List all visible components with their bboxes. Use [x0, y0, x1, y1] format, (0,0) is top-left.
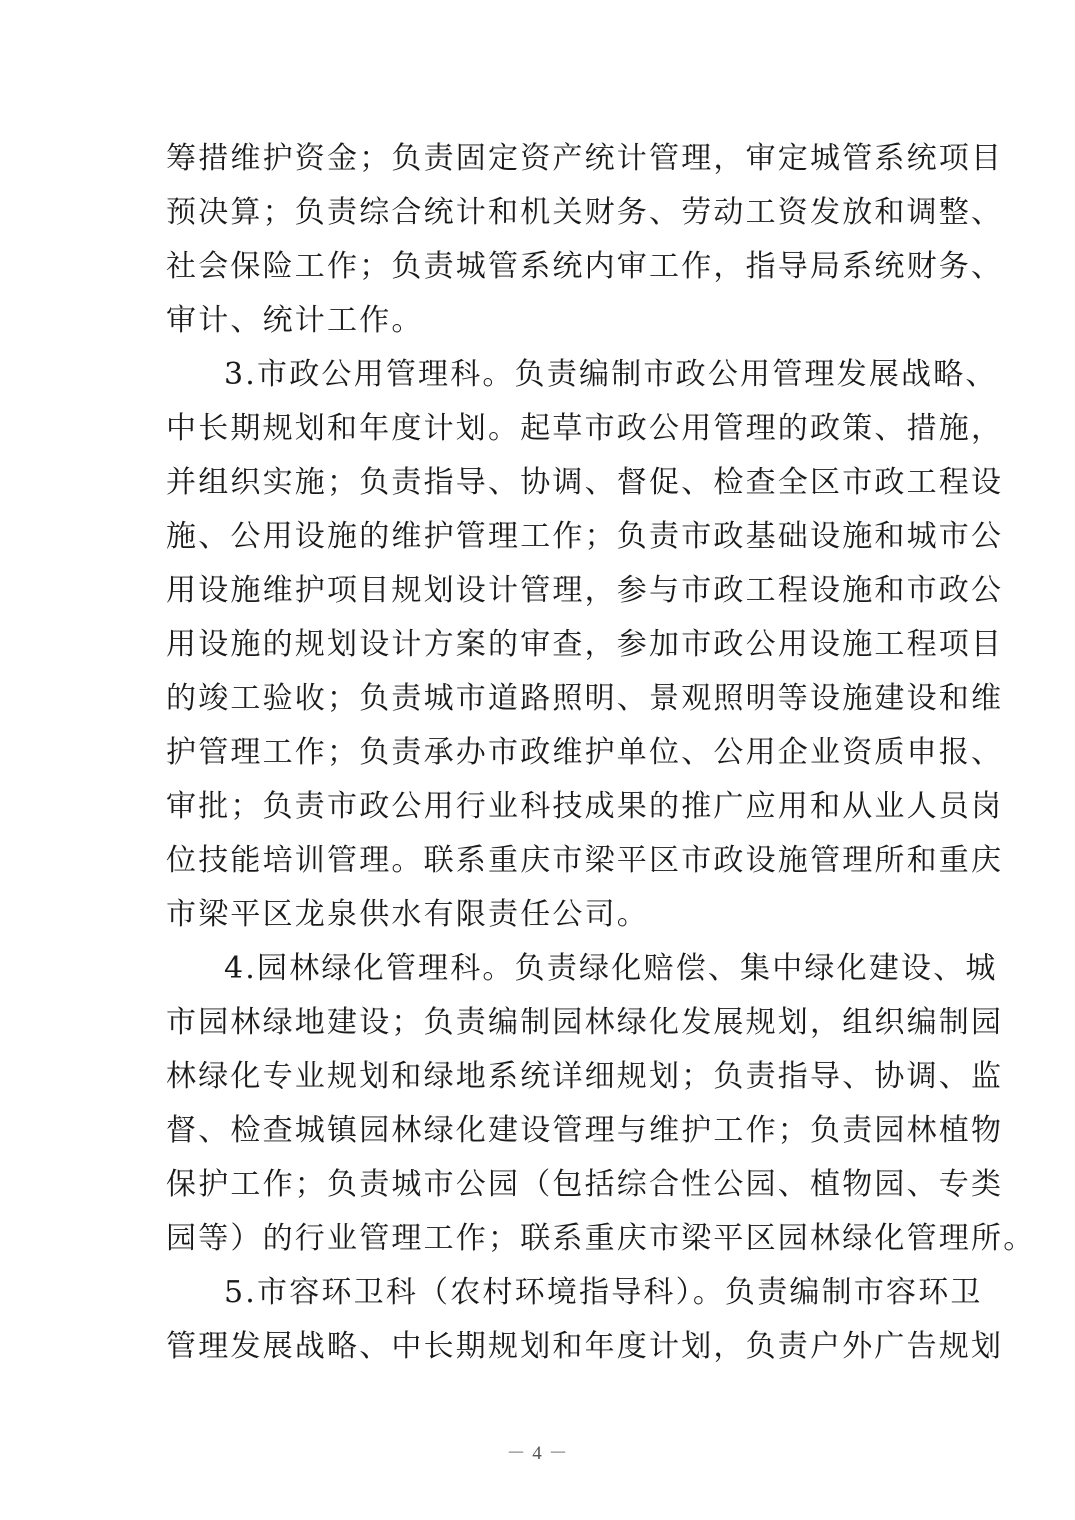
- body-text: [166, 132, 1036, 1374]
- paragraph-landscaping: [166, 942, 1036, 1266]
- text-line: 保护工作；负责城市公园（包括综合性公园、植物园、专类: [166, 1167, 1004, 1202]
- paragraph-finance-continued: [166, 132, 1004, 348]
- text-line: 林绿化专业规划和绿地系统详细规划；负责指导、协调、监: [166, 1059, 1004, 1094]
- text-line: 用设施维护项目规划设计管理，参与市政工程设施和市政公: [166, 573, 1004, 608]
- text-line: 并组织实施；负责指导、协调、督促、检查全区市政工程设: [166, 465, 1004, 500]
- paragraph-first-line: 5.市容环卫科（农村环境指导科）。负责编制市容环卫: [224, 1275, 983, 1310]
- text-line: 社会保险工作；负责城管系统内审工作，指导局系统财务、: [166, 249, 1004, 284]
- text-line: 审计、统计工作。: [166, 303, 424, 338]
- text-line: 用设施的规划设计方案的审查，参加市政公用设施工程项目: [166, 627, 1004, 662]
- text-line: 筹措维护资金；负责固定资产统计管理，审定城管系统项目: [166, 141, 1004, 176]
- paragraph-first-line: 3.市政公用管理科。负责编制市政公用管理发展战略、: [224, 357, 998, 392]
- paragraph-first-line: 4.园林绿化管理科。负责绿化赔偿、集中绿化建设、城: [224, 951, 998, 986]
- page-number: － 4 －: [506, 1443, 569, 1464]
- text-line: 督、检查城镇园林绿化建设管理与维护工作；负责园林植物: [166, 1113, 1004, 1148]
- text-line: 中长期规划和年度计划。起草市政公用管理的政策、措施，: [166, 411, 1004, 446]
- text-line: 市园林绿地建设；负责编制园林绿化发展规划，组织编制园: [166, 1005, 1004, 1040]
- text-line: 护管理工作；负责承办市政维护单位、公用企业资质申报、: [166, 735, 1004, 770]
- paragraph-municipal-utilities: [166, 348, 1004, 942]
- text-line: 审批；负责市政公用行业科技成果的推广应用和从业人员岗: [166, 789, 1004, 824]
- text-line: 的竣工验收；负责城市道路照明、景观照明等设施建设和维: [166, 681, 1004, 716]
- paragraph-sanitation: [166, 1266, 1004, 1374]
- text-line: 施、公用设施的维护管理工作；负责市政基础设施和城市公: [166, 519, 1004, 554]
- text-line: 园等）的行业管理工作；联系重庆市梁平区园林绿化管理所。: [166, 1221, 1036, 1256]
- text-line: 管理发展战略、中长期规划和年度计划，负责户外广告规划: [166, 1329, 1004, 1364]
- text-line: 市梁平区龙泉供水有限责任公司。: [166, 897, 649, 932]
- text-line: 预决算；负责综合统计和机关财务、劳动工资发放和调整、: [166, 195, 1004, 230]
- text-line: 位技能培训管理。联系重庆市梁平区市政设施管理所和重庆: [166, 843, 1004, 878]
